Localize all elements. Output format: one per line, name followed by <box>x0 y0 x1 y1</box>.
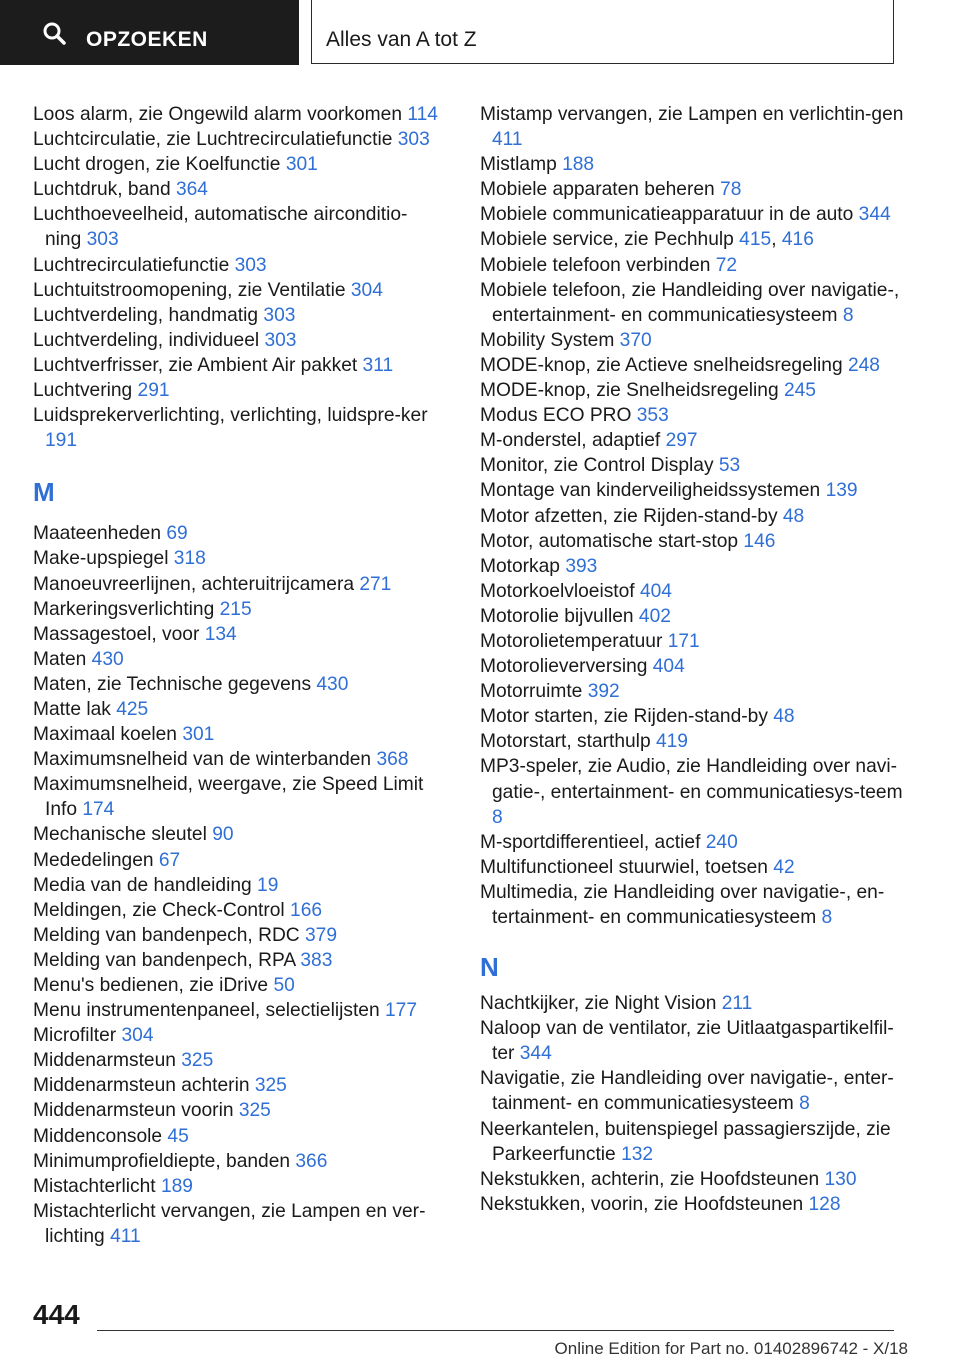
index-entry <box>480 227 910 252</box>
index-entry-text: Make-upspiegel <box>33 548 174 570</box>
index-entry <box>33 1098 443 1123</box>
page-link[interactable]: 393 <box>565 555 598 577</box>
index-letter-m: M <box>33 477 55 508</box>
page-link[interactable]: 248 <box>847 354 880 376</box>
index-entry-text: Nekstukken, achterin, zie Hoofdsteunen <box>480 1168 825 1190</box>
index-entry <box>33 1174 443 1199</box>
index-entry-text: Luchtverfrisser, zie Ambient Air pakket <box>33 354 363 376</box>
index-entry <box>33 353 443 378</box>
page-link[interactable]: 45 <box>167 1125 189 1147</box>
index-entry-text: MODE-knop, zie Actieve snelheidsregeling <box>480 354 848 376</box>
page-link[interactable]: 303 <box>264 329 297 351</box>
index-entry <box>480 1117 910 1167</box>
page-link[interactable]: 8 <box>821 907 833 928</box>
index-entry-text: Nekstukken, voorin, zie Hoofdsteunen <box>480 1193 809 1215</box>
page-link[interactable]: 311 <box>362 354 394 376</box>
index-entry <box>480 654 910 679</box>
index-entry-text: Mobility System <box>480 329 620 351</box>
page-link[interactable]: 303 <box>86 229 119 251</box>
page-link[interactable]: 425 <box>116 698 149 720</box>
index-entry <box>480 328 910 353</box>
index-entry-text: Middenarmsteun achterin <box>33 1075 255 1097</box>
index-entry-text: Mistachterlicht <box>33 1175 161 1197</box>
page-link[interactable]: 344 <box>858 204 891 226</box>
page-link[interactable]: 379 <box>305 924 338 946</box>
index-entry <box>480 830 910 855</box>
index-entry-text: Meldingen, zie Check-Control <box>33 899 291 921</box>
index-entry <box>33 1073 443 1098</box>
page-link[interactable]: 128 <box>808 1193 841 1215</box>
index-entry <box>33 772 443 822</box>
page-link[interactable]: 139 <box>825 480 858 502</box>
index-entry-text: Menu instrumentenpaneel, selectielijsten <box>33 1000 385 1022</box>
page-link[interactable]: 166 <box>290 899 323 921</box>
index-entry <box>33 127 443 152</box>
page-link[interactable]: 53 <box>718 455 741 477</box>
index-entry-text: Luchtcirculatie, zie Luchtrecirculatiefunctie <box>33 129 398 151</box>
index-entry-text: Maximumsnelheid van de winterbanden <box>33 749 377 771</box>
index-entry <box>33 278 443 303</box>
index-entry-text: Luchtvering <box>33 380 138 402</box>
index-entry-text: Nachtkijker, zie Night Vision <box>480 993 722 1015</box>
page-link[interactable]: 130 <box>824 1168 857 1190</box>
index-entry-text: Media van de handleiding <box>33 874 258 896</box>
index-entry <box>33 303 443 328</box>
index-entry-text: Melding van bandenpech, RPA <box>33 949 301 971</box>
index-entry-text: Markeringsverlichting <box>33 598 220 620</box>
index-entry-text: Massagestoel, voor <box>33 623 205 645</box>
index-entry-text: Mobiele service, zie Pechhulp <box>480 229 740 251</box>
page-link[interactable]: 50 <box>273 975 295 996</box>
index-entry-text: Maateenheden <box>33 523 167 545</box>
index-entry-text: Maten <box>33 648 92 670</box>
index-entry <box>33 973 443 998</box>
index-entry <box>480 504 910 529</box>
page-link[interactable]: 404 <box>652 656 685 678</box>
footer-divider <box>97 1330 894 1331</box>
index-entry-text: Mistachterlicht vervangen, zie Lampen en ver-lichting <box>33 1200 426 1247</box>
page-link[interactable]: 114 <box>407 104 438 125</box>
index-entry <box>480 529 910 554</box>
index-entry-text: Modus ECO PRO <box>480 405 637 427</box>
page-link[interactable]: 69 <box>166 523 188 545</box>
page-link[interactable]: 364 <box>175 179 208 201</box>
index-entry <box>33 177 443 202</box>
page-link[interactable]: 383 <box>300 949 333 971</box>
index-entry-text: Motorkoelvloeistof <box>480 580 640 602</box>
page-link[interactable]: 325 <box>254 1075 287 1097</box>
index-entry-text: Mistlamp <box>480 154 563 176</box>
index-entry-text: Multimedia, zie Handleiding over navigatie-, en-tertainment- en communicatiesysteem <box>480 881 885 928</box>
index-entry <box>33 923 443 948</box>
index-entry <box>33 998 443 1023</box>
index-entry-text: Motorkap <box>480 555 566 577</box>
index-entry-text: Luchtdruk, band <box>33 179 176 201</box>
page-link[interactable]: 132 <box>621 1143 654 1165</box>
page-link[interactable]: 411 <box>110 1225 141 1247</box>
index-entry <box>480 554 910 579</box>
page-link[interactable]: 304 <box>121 1025 154 1047</box>
page-separator: , <box>771 229 782 251</box>
index-entry <box>480 353 910 378</box>
index-entry <box>480 704 910 729</box>
index-entry-text: Luchthoeveelheid, automatische airconditio-ning <box>33 204 408 251</box>
top-bar <box>0 0 960 66</box>
page-link[interactable]: 291 <box>137 380 170 402</box>
index-entry-text: Loos alarm, zie Ongewild alarm voorkomen <box>33 104 408 125</box>
page-link[interactable]: 415 <box>739 229 772 251</box>
page-link[interactable]: 430 <box>91 648 124 670</box>
page-link[interactable]: 303 <box>234 254 267 276</box>
search-icon <box>42 21 66 45</box>
page-link[interactable]: 301 <box>285 154 318 176</box>
search-label: OPZOEKEN <box>86 28 208 51</box>
page-link[interactable]: 404 <box>639 580 672 602</box>
index-entry <box>33 572 443 597</box>
index-entry <box>33 647 443 672</box>
index-entry <box>480 991 910 1016</box>
index-entry-text: Maximaal koelen <box>33 724 183 746</box>
index-entry <box>480 880 910 930</box>
page-link[interactable]: 174 <box>82 799 115 821</box>
index-entry <box>33 1048 443 1073</box>
index-entry <box>33 378 443 403</box>
page-link[interactable]: 368 <box>376 749 409 771</box>
index-entry <box>480 428 910 453</box>
index-entry <box>480 629 910 654</box>
index-entry <box>480 1192 910 1217</box>
index-letter-n: N <box>480 952 499 983</box>
page-link[interactable]: 325 <box>238 1100 271 1122</box>
index-entry-text: Melding van bandenpech, RDC <box>33 924 305 946</box>
page-link[interactable]: 370 <box>619 329 652 351</box>
index-entry-text: Motorolieverversing <box>480 656 653 678</box>
page-link[interactable]: 90 <box>212 824 234 846</box>
index-entry-text: Luchtrecirculatiefunctie <box>33 254 235 276</box>
page-link[interactable]: 146 <box>743 530 776 552</box>
index-entry <box>33 328 443 353</box>
page-link[interactable]: 215 <box>219 598 252 620</box>
index-entry <box>480 855 910 880</box>
index-entry <box>480 754 910 829</box>
index-entry-text: Mobiele communicatieapparatuur in de auto <box>480 204 859 226</box>
page-link[interactable]: 245 <box>783 380 816 402</box>
index-column-left <box>33 102 443 1249</box>
page-link[interactable]: 416 <box>781 229 814 251</box>
page-number: 444 <box>33 1299 80 1330</box>
page-link[interactable]: 430 <box>316 673 349 695</box>
index-entry <box>33 597 443 622</box>
index-group-l <box>33 102 443 453</box>
index-entry-text: Mobiele apparaten beheren <box>480 179 721 201</box>
index-entry <box>33 898 443 923</box>
page-link[interactable]: 177 <box>384 1000 417 1022</box>
index-entry-text: Navigatie, zie Handleiding over navigatie-, enter-tainment- en communicatiesysteem <box>480 1068 894 1115</box>
index-entry-text: Motorruimte <box>480 681 588 703</box>
index-entry <box>33 102 443 127</box>
index-group-m-continued <box>480 102 910 930</box>
index-entry <box>33 521 443 546</box>
index-entry-text: MP3-speler, zie Audio, zie Handleiding over navi-gatie-, entertainment- en communicatiesys-teem <box>480 756 903 803</box>
index-entry-text: Luchtverdeling, handmatig <box>33 304 264 326</box>
index-entry <box>33 948 443 973</box>
index-entry <box>33 822 443 847</box>
page-link[interactable]: 297 <box>665 430 698 452</box>
page-link[interactable]: 171 <box>667 630 700 652</box>
index-entry <box>480 378 910 403</box>
index-group-m <box>33 521 443 1249</box>
page-link[interactable]: 42 <box>773 856 795 878</box>
page-link[interactable]: 48 <box>773 706 795 728</box>
index-entry <box>33 747 443 772</box>
page-link[interactable]: 271 <box>359 573 392 595</box>
index-entry-text: Matte lak <box>33 698 117 720</box>
page-link[interactable]: 8 <box>492 806 503 828</box>
index-entry <box>33 848 443 873</box>
index-entry <box>480 253 910 278</box>
page-link[interactable]: 48 <box>782 505 805 527</box>
index-entry-text: Middenarmsteun voorin <box>33 1100 239 1122</box>
index-entry-text: Middenconsole <box>33 1125 168 1147</box>
index-entry-text: Luidsprekerverlichting, verlichting, luidspre-ker <box>33 405 428 427</box>
page-link[interactable]: 411 <box>492 129 523 151</box>
index-entry <box>480 1167 910 1192</box>
index-entry <box>480 403 910 428</box>
page-link[interactable]: 8 <box>799 1093 810 1115</box>
index-entry <box>33 873 443 898</box>
index-entry <box>480 579 910 604</box>
index-entry-text: Luchtverdeling, individueel <box>33 329 265 351</box>
page-link[interactable]: 191 <box>45 430 78 452</box>
section-title: Alles van A tot Z <box>326 28 477 51</box>
index-entry-text: Mededelingen <box>33 849 159 871</box>
page-link[interactable]: 19 <box>257 874 279 896</box>
index-entry <box>480 152 910 177</box>
index-entry-text: M-sportdifferentieel, actief <box>480 831 706 853</box>
index-entry-text: Motor, automatische start-stop <box>480 530 744 552</box>
index-entry-text: Motorolie bijvullen <box>480 605 639 627</box>
index-entry-text: Microfilter <box>33 1025 122 1047</box>
index-entry-text: Motorstart, starthulp <box>480 731 656 753</box>
page-link[interactable]: 303 <box>397 129 430 151</box>
index-entry-text: Maximumsnelheid, weergave, zie Speed Limit Info <box>33 774 424 821</box>
page-link[interactable]: 67 <box>158 849 181 871</box>
index-entry <box>33 1199 443 1249</box>
index-entry <box>33 622 443 647</box>
index-entry <box>33 1023 443 1048</box>
page-link[interactable]: 189 <box>160 1175 193 1197</box>
page-link[interactable]: 402 <box>638 605 671 627</box>
index-entry <box>480 202 910 227</box>
page-link[interactable]: 325 <box>181 1050 214 1072</box>
page-link[interactable]: 303 <box>263 304 296 326</box>
index-entry <box>33 546 443 571</box>
index-column-right <box>480 102 910 1217</box>
page-link[interactable]: 304 <box>350 279 383 301</box>
index-entry-text: Motor starten, zie Rijden-stand-by <box>480 706 774 728</box>
index-entry-text: Middenarmsteun <box>33 1050 182 1072</box>
page-link[interactable]: 72 <box>715 254 738 276</box>
page-link[interactable]: 392 <box>587 681 620 703</box>
index-entry <box>480 478 910 503</box>
page-link[interactable]: 344 <box>519 1043 552 1065</box>
page-link[interactable]: 419 <box>655 731 688 753</box>
page-link[interactable]: 211 <box>721 993 753 1015</box>
page-link[interactable]: 240 <box>705 831 738 853</box>
page-link[interactable]: 318 <box>173 548 206 570</box>
index-entry-text: Mistamp vervangen, zie Lampen en verlichtin-gen <box>480 104 904 125</box>
index-entry <box>480 102 910 152</box>
index-entry <box>480 1066 910 1116</box>
index-entry-text: Luchtuitstroomopening, zie Ventilatie <box>33 279 351 301</box>
index-entry-text: Mobiele telefoon, zie Handleiding over navigatie-, entertainment- en communicatiesysteem <box>480 279 900 326</box>
page-link[interactable]: 134 <box>204 623 237 645</box>
index-entry-text: Naloop van de ventilator, zie Uitlaatgaspartikelfil-ter <box>480 1018 894 1065</box>
index-entry-text: Monitor, zie Control Display <box>480 455 719 477</box>
index-entry-text: Mechanische sleutel <box>33 824 213 846</box>
index-entry-text: Motorolietemperatuur <box>480 630 668 652</box>
index-entry <box>480 1016 910 1066</box>
index-entry <box>33 253 443 278</box>
index-entry <box>33 722 443 747</box>
index-entry-text: Mobiele telefoon verbinden <box>480 254 716 276</box>
index-entry-text: Maten, zie Technische gegevens <box>33 673 317 695</box>
index-entry <box>33 672 443 697</box>
index-entry <box>480 453 910 478</box>
index-group-n <box>480 991 910 1217</box>
index-entry <box>33 1124 443 1149</box>
index-entry-text: Motor afzetten, zie Rijden-stand-by <box>480 505 783 527</box>
page-link[interactable]: 8 <box>842 304 854 326</box>
page-link[interactable]: 78 <box>720 179 742 201</box>
search-button[interactable] <box>0 0 299 65</box>
index-entry <box>480 177 910 202</box>
index-entry <box>480 679 910 704</box>
page-link[interactable]: 301 <box>182 724 215 746</box>
index-entry-text: Neerkantelen, buitenspiegel passagierszijde, zie Parkeerfunctie <box>480 1118 891 1165</box>
index-entry <box>33 202 443 252</box>
index-entry <box>33 403 443 453</box>
index-entry-text: M-onderstel, adaptief <box>480 430 666 452</box>
index-entry-text: Menu's bedienen, zie iDrive <box>33 975 274 996</box>
edition-text: Online Edition for Part no. 01402896742 - X/18 <box>554 1339 908 1358</box>
index-entry-text: MODE-knop, zie Snelheidsregeling <box>480 380 784 402</box>
index-entry-text: Multifunctioneel stuurwiel, toetsen <box>480 856 774 878</box>
index-entry <box>480 278 910 328</box>
index-entry-text: Lucht drogen, zie Koelfunctie <box>33 154 286 176</box>
section-title-box <box>311 0 894 64</box>
page-link[interactable]: 188 <box>562 154 595 176</box>
index-entry-text: Montage van kinderveiligheidssystemen <box>480 480 826 502</box>
page-link[interactable]: 353 <box>636 405 669 427</box>
index-entry <box>480 729 910 754</box>
index-entry <box>33 1149 443 1174</box>
index-entry <box>33 697 443 722</box>
index-entry <box>480 604 910 629</box>
index-entry-text: Manoeuvreerlijnen, achteruitrijcamera <box>33 573 360 595</box>
index-entry-text: Minimumprofieldiepte, banden <box>33 1150 296 1172</box>
page-link[interactable]: 366 <box>295 1150 328 1172</box>
index-entry <box>33 152 443 177</box>
